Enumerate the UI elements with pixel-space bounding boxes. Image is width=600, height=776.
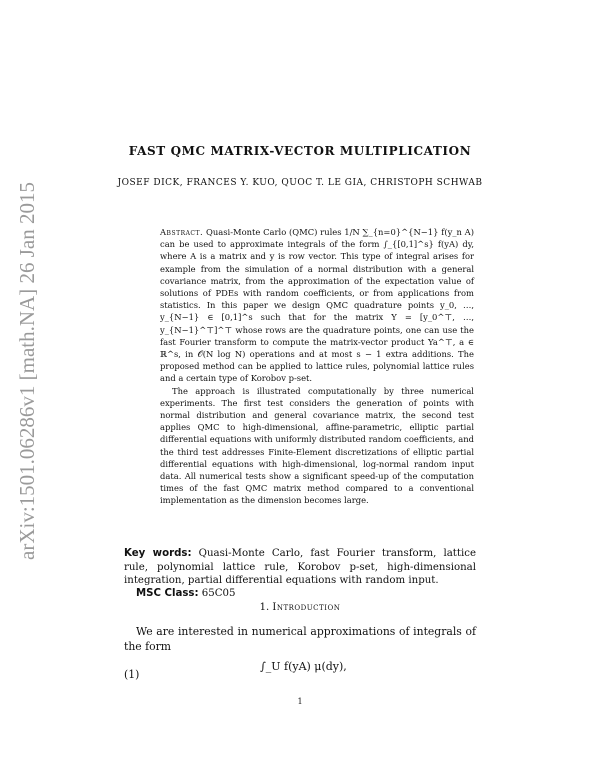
keywords-text: Quasi-Monte Carlo, fast Fourier transform, lattice rule, polynomial lattice rule, Korobov p-set, high-dimensional integration, partial differential equations with random input.	[124, 548, 476, 586]
author-list: JOSEF DICK, FRANCES Y. KUO, QUOC T. LE GIA, CHRISTOPH SCHWAB	[117, 178, 483, 188]
abstract-paragraph-2: The approach is illustrated computationally by three numerical experiments. The first test considers the generation of points with normal distribution and general covariance matrix, the second test applies QMC to high-dimensional, affine-parametric, elliptic partial differential equations with uniformly distributed random coefficients, and the third test addresses Finite-Element discretizations of elliptic partial differential equations with high-dimensional, log-normal random input data. All numerical tests show a significant speed-up of the computation times of the fast QMC matrix method compared to a conventional implementation as the dimension becomes large.	[160, 385, 474, 506]
msc-value: 65C05	[201, 588, 236, 599]
msc-label: MSC Class:	[136, 588, 199, 599]
abstract-text-1: Quasi-Monte Carlo (QMC) rules 1/N ∑_{n=0}^{N−1} f(y_n A) can be used to approximate integrals of the form ∫_{[0,1]^s} f(yA) dy, where A is a matrix and y is row vector. This type of integral arises for example from the simulation of a normal distribution with a general covariance matrix, from the approximation of the expectation value of solutions of PDEs with random coefficients, or from applications from statistics. In this paper we design QMC quadrature points y_0, …, y_{N−1} ∈ [0,1]^s such that for the matrix Y = [y_0^⊤, …, y_{N−1}^⊤]^⊤ whose rows are the quadrature points, one can use the fast Fourier transform to compute the matrix-vector product Ya^⊤, a ∈ ℝ^s, in 𝒪(N log N) operations and at most s − 1 extra additions. The proposed method can be applied to lattice rules, polynomial lattice rules and a certain type of Korobov p-set.	[160, 227, 474, 384]
intro-paragraph	[124, 624, 476, 654]
page-number: 1	[297, 697, 303, 706]
section-number: 1.	[259, 602, 270, 613]
paper-title: FAST QMC MATRIX-VECTOR MULTIPLICATION	[128, 144, 472, 158]
intro-text: We are interested in numerical approximations of integrals of the form	[124, 625, 476, 653]
abstract-paragraph-1	[160, 226, 474, 385]
equation-number: (1)	[124, 668, 140, 681]
arxiv-stamp	[4, 90, 44, 570]
abstract	[160, 226, 474, 507]
equation: ∫_U f(yA) μ(dy),	[260, 660, 347, 673]
section-title: Introduction	[272, 602, 341, 613]
section-heading	[0, 602, 600, 613]
keywords-label: Key words:	[124, 548, 192, 559]
arxiv-stamp-text: arXiv:1501.06286v1 [math.NA] 26 Jan 2015	[15, 182, 39, 560]
keywords	[124, 547, 476, 588]
abstract-label: Abstract.	[160, 227, 204, 237]
msc-class	[136, 588, 236, 599]
